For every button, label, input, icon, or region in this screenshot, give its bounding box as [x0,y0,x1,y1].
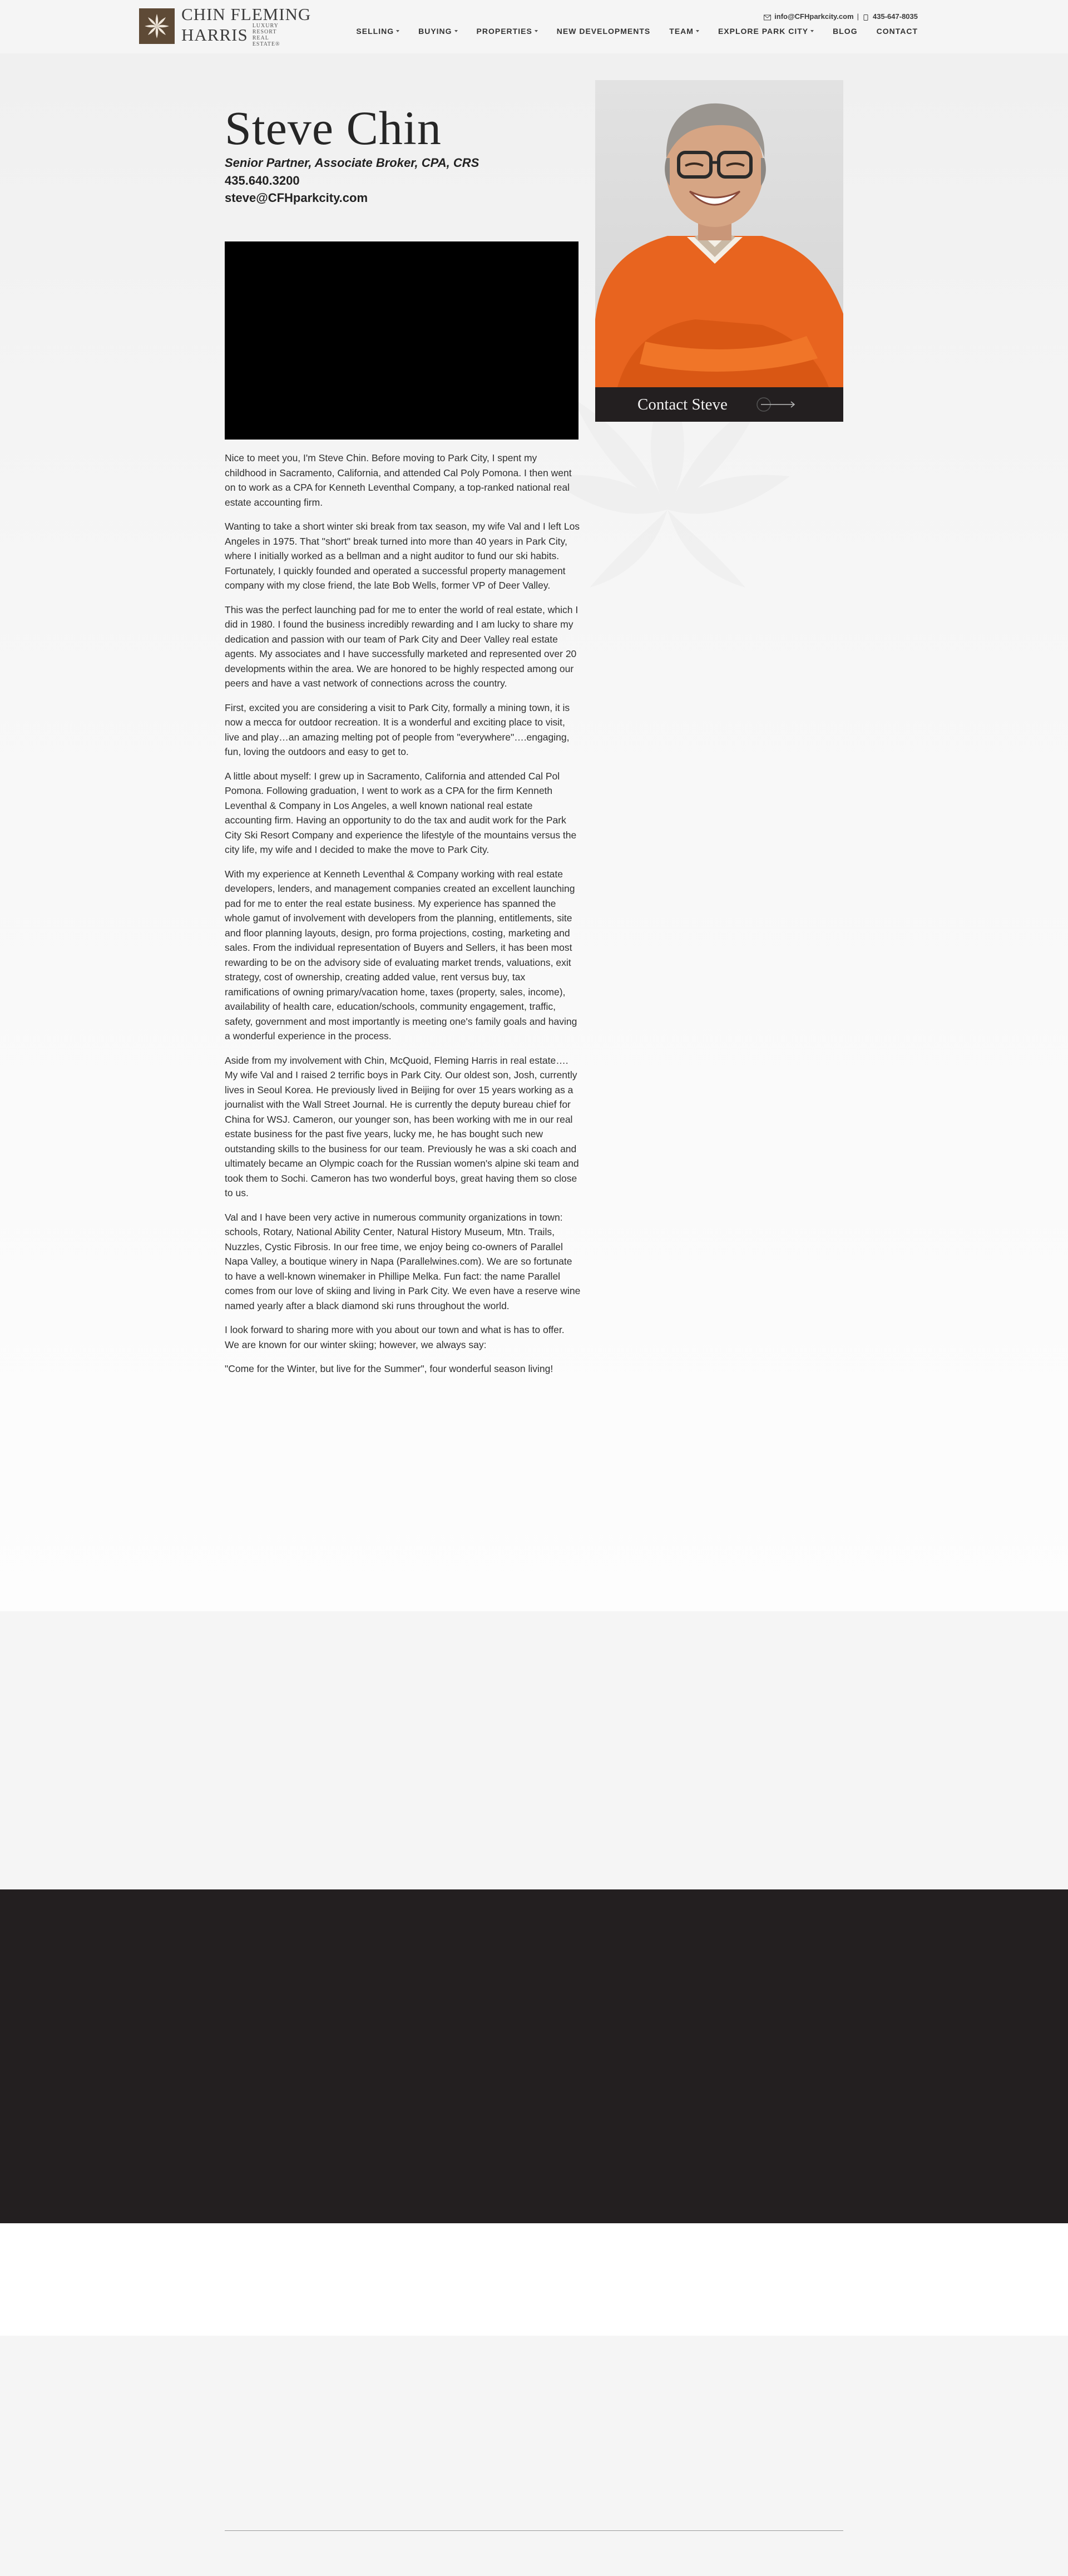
bio-text: ). We are so fortunate to have a well-known winemaker in Phillipe Melka. Fun fact: the name Parallel comes from our love of skiing and living in Park City. We even have a reserve wine named yearly after a black diamond ski runs throughout the world. [225,1256,581,1311]
header-email-link[interactable]: info@CFHparkcity.com [774,12,854,21]
logo-line1: CHIN FLEMING [181,4,312,24]
bio-paragraph: "Come for the Winter, but live for the Summer", four wonderful season living! [225,1363,553,1374]
nav-contact[interactable]: CONTACT [876,27,918,36]
parallel-wines-link[interactable]: Parallelwines.com [399,1256,478,1267]
bio-paragraph: I look forward to sharing more with you about our town and what is has to offer. We are known for our winter skiing; however, we always say: [225,1324,565,1350]
mail-icon [764,14,771,19]
caret-down-icon [396,30,399,32]
agent-title: Senior Partner, Associate Broker, CPA, CRS [225,156,479,170]
bio-text: Val and I have been very active in numerous community organizations in town: schools, Rotary, National Ability Center, Natural History Museum, Mtn. Trails, Nuzzles, Cystic Fibrosis. In our free time, we enjoy being co-owners of Parallel Napa Valley, a boutique winery in Napa ( [225,1211,563,1267]
white-band-section [0,2223,1068,2336]
nav-explore-park-city[interactable]: EXPLORE PARK CITY [718,27,814,36]
nav-team[interactable]: TEAM [669,27,699,36]
caret-down-icon [696,30,699,32]
bio-paragraph: Wanting to take a short winter ski break from tax season, my wife Val and I left Los Angeles in 1975. That "short" break turned into more than 40 years in Park City, where I initially worked as a bellman and a night auditor to fund our ski habits. Fortunately, I quickly founded and operated a successful property management company with my close friend, the late Bob Wells, former VP of Deer Valley. [225,521,580,591]
bio-paragraph: Nice to meet you, I'm Steve Chin. Before moving to Park City, I spent my childhood in Sacramento, California, and attended Cal Poly Pomona. I then went on to work as a CPA for Kenneth Leventhal Company, a top-ranked national real estate accounting firm. [225,452,572,508]
footer-divider [225,2530,843,2531]
arrow-right-icon [756,397,798,412]
bio-paragraph: Aside from my involvement with Chin, McQuoid, Fleming Harris in real estate…. My wife Val and I raised 2 terrific boys in Park City. Our oldest son, Josh, currently lives in Seoul Korea. He previously lived in Beijing for over 15 years working as a journalist with the Wall Street Journal. He is currently the deputy bureau chief for China for WSJ. Cameron, our younger son, has been working with me in our real estate business for the past five years, lucky me, he has bought such new outstanding skills to the business for our team. Previously he was a ski coach and ultimately became an Olympic coach for the Russian women's alpine ski team and took them to Sochi. Cameron has two wonderful boys, great having them so close to us. [225,1054,579,1198]
header-contact-separator: | [857,12,859,21]
caret-down-icon [535,30,538,32]
nav-buying[interactable]: BUYING [418,27,457,36]
bio-paragraph: With my experience at Kenneth Leventhal & Company working with real estate developers, lenders, and management companies created an excellent launching pad for me to enter the real estate business. My experience has spanned the whole gamut of involvement with developers from the planning, entitlements, site and floor planning layouts, design, pro forma projections, costing, marketing and sales. From the individual representation of Buyers and Sellers, it has been most rewarding to be on the advisory side of evaluating market trends, valuations, exit strategy, cost of ownership, creating added value, rent versus buy, tax ramifications of owning primary/vacation home, taxes (property, sales, income), availability of health care, education/schools, community engagement, traffic, safety, government and most importantly is meeting one's family goals and having a wonderful experience in the process. [225,868,577,1042]
agent-phone[interactable]: 435.640.3200 [225,174,300,187]
logo-text [181,6,311,47]
agent-email[interactable]: steve@CFHparkcity.com [225,191,368,205]
agent-profile-card [595,80,843,422]
contact-agent-button[interactable] [595,387,843,422]
main-nav [356,27,918,36]
logo-mark-icon [139,8,175,44]
agent-bio [225,451,581,1386]
nav-blog[interactable]: BLOG [833,27,858,36]
video-player[interactable] [225,241,578,440]
bio-paragraph: This was the perfect launching pad for me to enter the world of real estate, which I did in 1980. I found the business incredibly rewarding and I am lucky to share my dedication and passion with our team of Park City and Deer Valley real estate agents. My associates and I have successfully marketed and represented over 20 developments within the area. We are honored to be highly respected among our peers and have a vast network of connections across the country. [225,604,578,689]
agent-photo [595,80,843,387]
header-phone-link[interactable]: 435-647-8035 [873,12,918,21]
header-contact [764,12,918,21]
nav-selling[interactable]: SELLING [356,27,399,36]
bio-paragraph: A little about myself: I grew up in Sacramento, California and attended Cal Pol Pomona. Following graduation, I went to work as a CPA for the firm Kenneth Leventhal & Company in Los Angeles, a well known national real estate accounting firm. Having an opportunity to do the tax and audit work for the Park City Ski Resort Company and experience the lifestyle of the mountains versus the city life, my wife and I decided to make the move to Park City. [225,770,577,855]
listings-section [0,1611,1068,1889]
agent-name: Steve Chin [225,101,442,155]
logo-line2: HARRIS [181,25,248,45]
site-logo[interactable] [139,4,312,47]
contact-agent-label: Contact Steve [637,395,728,413]
site-footer [0,2336,1068,2576]
bio-paragraph [225,1210,581,1314]
bio-paragraph: First, excited you are considering a visit to Park City, formally a mining town, it is now a mecca for outdoor recreation. It is a wonderful and exciting place to visit, live and play…an amazing melting pot of people from "everywhere"….engaging, fun, loving the outdoors and easy to get to. [225,702,570,757]
nav-new-developments[interactable]: NEW DEVELOPMENTS [556,27,651,36]
caret-down-icon [454,30,458,32]
phone-icon [862,14,869,19]
site-header [0,0,1068,53]
caret-down-icon [810,30,814,32]
nav-properties[interactable]: PROPERTIES [477,27,538,36]
logo-tagline: LUXURY RESORT REAL ESTATE® [252,22,280,47]
dark-feature-section [0,1889,1068,2223]
